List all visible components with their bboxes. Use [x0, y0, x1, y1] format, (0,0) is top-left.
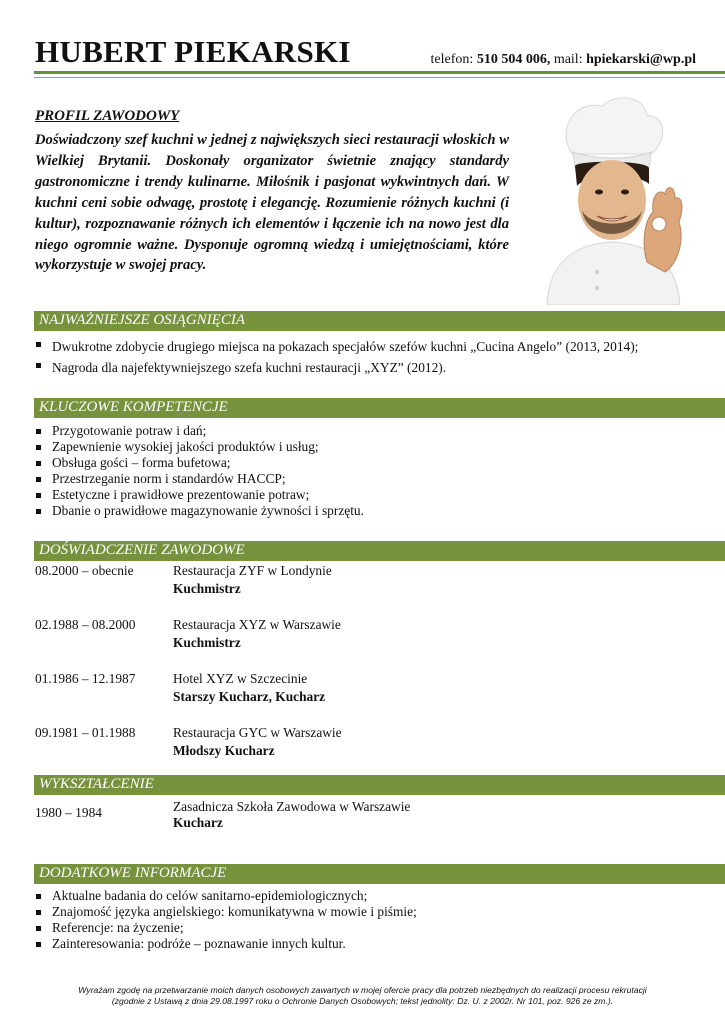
experience-role: Starszy Kucharz, Kucharz — [173, 689, 326, 704]
profile-text: Doświadczony szef kuchni w jednej z największych sieci restauracji włoskich w Wielkiej Brytanii. Doskonały organizator świetnie znający standardy gastronomiczne i trendy kulinarne. Miłośnik i pasjonat wykwintnych dań. W kuchni ceni sobie odwagę, prostotę i elegancję. Rozumienie różnych kuchni (i kultur), rozpoznawanie różnych ich elementów i łączenie ich na nowo jest dla niego ogromnie ważne. Dysponuje ogromną wiedzą i umiejętnościami, które wykorzystuje w swojej pracy. — [35, 132, 509, 274]
experience-role: Młodszy Kucharz — [173, 743, 275, 758]
list-item: Estetyczne i prawidłowe prezentowanie potraw; — [35, 487, 364, 503]
list-item: Dbanie o prawidłowe magazynowanie żywności i sprzętu. — [35, 503, 364, 519]
list-item: Nagroda dla najefektywniejszego szefa kuchni restauracji „XYZ” (2012). — [35, 357, 638, 378]
section-achievements-heading: NAJWAŻNIEJSZE OSIĄGNIĘCIA — [34, 311, 725, 330]
contact-info — [431, 52, 696, 68]
experience-role: Kuchmistrz — [173, 635, 241, 650]
candidate-name: HUBERT PIEKARSKI — [35, 34, 351, 69]
list-item: Zainteresowania: podróże – poznawanie innych kultur. — [35, 936, 417, 952]
phone-label: telefon: — [430, 52, 474, 67]
experience-dates: 09.1981 – 01.1988 — [35, 725, 136, 740]
list-item: Referencje: na życzenie; — [35, 920, 417, 936]
header-rule-thick — [34, 71, 725, 74]
experience-place: Restauracja GYC w Warszawie — [173, 725, 342, 740]
list-item: Znajomość języka angielskiego: komunikatywna w mowie i piśmie; — [35, 904, 417, 920]
experience-place: Hotel XYZ w Szczecinie — [173, 671, 308, 686]
experience-role: Kuchmistrz — [173, 581, 241, 596]
gdpr-line-1: Wyrażam zgodę na przetwarzanie moich danych osobowych zawartych w mojej ofercie pracy dla potrzeb niezbędnych do realizacji procesu rekrutacji — [78, 985, 647, 995]
list-item: Zapewnienie wysokiej jakości produktów i usług; — [35, 439, 364, 455]
section-experience-heading: DOŚWIADCZENIE ZAWODOWE — [34, 541, 725, 560]
experience-place: Restauracja XYZ w Warszawie — [173, 617, 341, 632]
header-rule-thin — [34, 77, 725, 78]
achievements-list — [35, 336, 638, 378]
education-title: Kucharz — [173, 815, 223, 830]
section-skills-heading: KLUCZOWE KOMPETENCJE — [34, 398, 725, 417]
experience-dates: 01.1986 – 12.1987 — [35, 671, 136, 686]
section-rule — [34, 794, 725, 795]
experience-dates: 08.2000 – obecnie — [35, 563, 134, 578]
experience-place: Restauracja ZYF w Londynie — [173, 563, 332, 578]
list-item: Dwukrotne zdobycie drugiego miejsca na pokazach specjałów szefów kuchni „Cucina Angelo” (2013, 2014); — [35, 336, 638, 357]
email-address: hpiekarski@wp.pl — [586, 52, 696, 67]
profile-heading: PROFIL ZAWODOWY — [35, 108, 180, 124]
section-rule — [34, 883, 725, 884]
section-rule — [34, 417, 725, 418]
section-education-heading: WYKSZTAŁCENIE — [34, 775, 725, 794]
section-additional-heading: DODATKOWE INFORMACJE — [34, 864, 725, 883]
section-rule — [34, 560, 725, 561]
list-item: Aktualne badania do celów sanitarno-epidemiologicznych; — [35, 888, 417, 904]
experience-dates: 02.1988 – 08.2000 — [35, 617, 136, 632]
chef-photo — [537, 92, 690, 305]
additional-list — [35, 888, 417, 952]
education-school: Zasadnicza Szkoła Zawodowa w Warszawie — [173, 799, 411, 814]
phone-number: 510 504 006, — [476, 52, 551, 67]
list-item: Obsługa gości – forma bufetowa; — [35, 455, 364, 471]
section-rule — [34, 330, 725, 331]
education-dates: 1980 – 1984 — [35, 805, 102, 820]
gdpr-clause — [0, 985, 725, 1007]
list-item: Przestrzeganie norm i standardów HACCP; — [35, 471, 364, 487]
skills-list — [35, 423, 364, 519]
gdpr-line-2: (zgodnie z Ustawą z dnia 29.08.1997 roku o Ochronie Danych Osobowych; tekst jednolity: Dz. U. z 2002r. Nr 101, poz. 926 ze zm.). — [111, 996, 614, 1006]
mail-label: mail: — [553, 52, 583, 67]
list-item: Przygotowanie potraw i dań; — [35, 423, 364, 439]
